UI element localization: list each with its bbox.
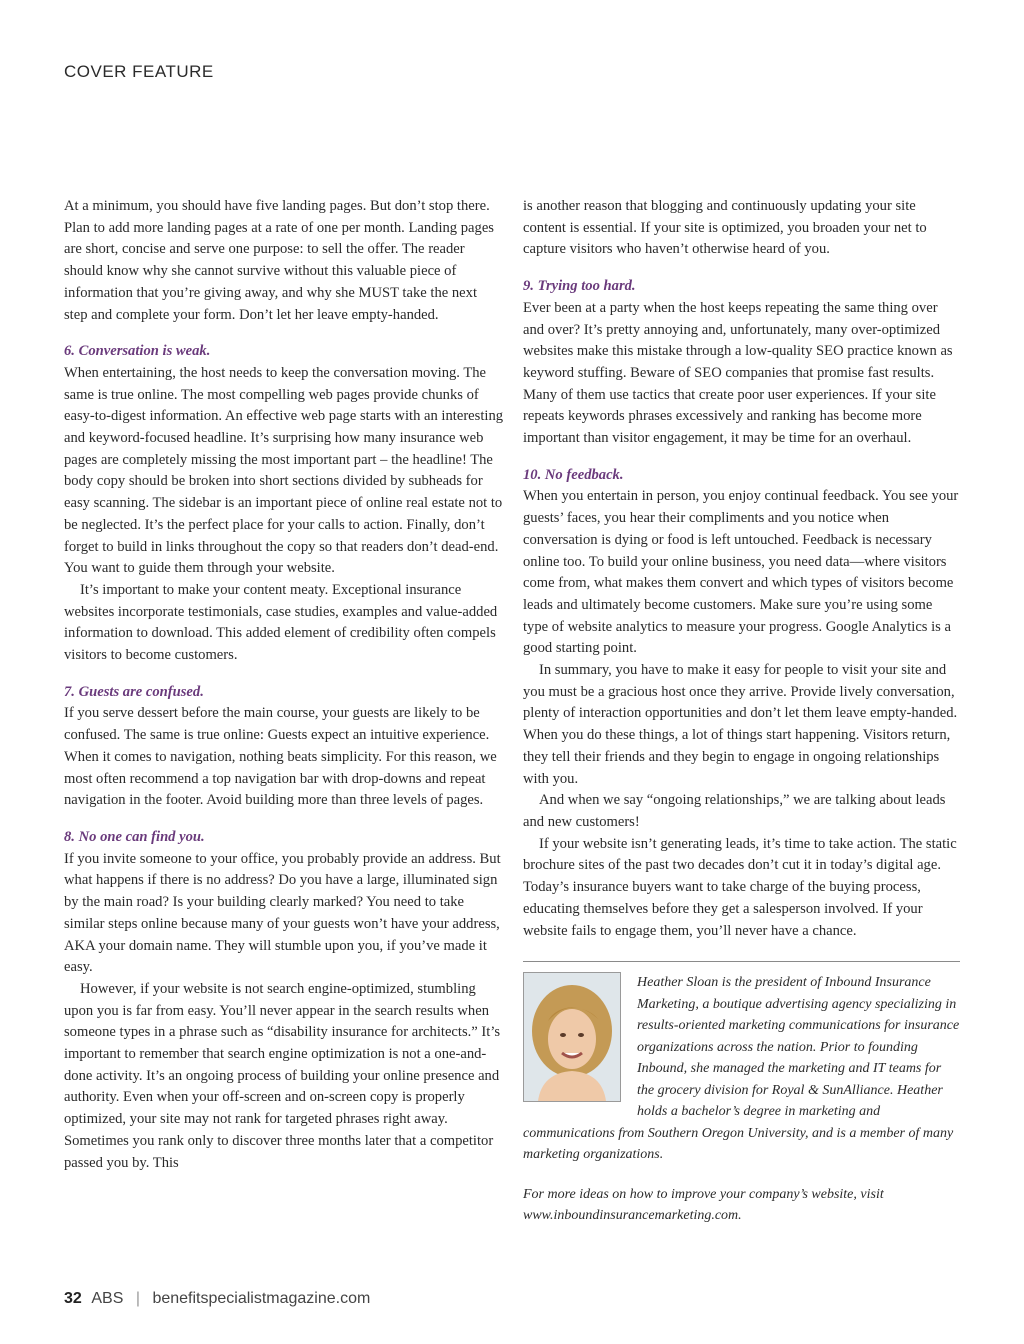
summary-paragraph-1: In summary, you have to make it easy for people to visit your site and you must be a gracious host once they arrive. Provide lively conversation, plenty of interaction opportunities and don’t let them leave empty-handed. When you do these things, a lot of things start happening. Visitors return, they tell their friends and they begin to engage in ongoing relationships with you. bbox=[523, 662, 958, 787]
subhead-10: 10. No feedback. bbox=[523, 466, 624, 483]
summary-paragraph-2: And when we say “ongoing relationships,” we are talking about leads and new customers! bbox=[523, 792, 946, 830]
magazine-abbrev: ABS bbox=[91, 1290, 124, 1307]
bio-divider bbox=[523, 961, 960, 962]
summary-paragraph-3: If your website isn’t generating leads, it’s time to take action. The static brochure sites of the past two decades don’t cut it in today’s digital age. Today’s insurance buyers want to take charge of the buying process, educating themselves before they get a salesperson involved. If your website fails to engage them, you’ll never have a chance. bbox=[523, 835, 957, 939]
subhead-9: 9. Trying too hard. bbox=[523, 278, 636, 295]
more-ideas-note: For more ideas on how to improve your company’s website, visit www.inboundinsurancemarketing.com. bbox=[523, 1186, 884, 1224]
paragraph-9: Ever been at a party when the host keeps repeating the same thing over and over? It’s pretty annoying and, unfortunately, many over-optimized websites make this mistake through a low-quality SEO practice known as keyword stuffing. Beware of SEO companies that promise fast results. Many of them use tactics that create poor user experiences. If your site repeats keywords phrases excessively and ranking has become more important than visitor engagement, it may be time for an overhaul. bbox=[523, 299, 953, 447]
paragraph-6a: When entertaining, the host needs to keep the conversation moving. The same is true online. The most compelling web pages provide chunks of easy-to-digest information. An effective web page starts with an interesting and keyword-focused headline. It’s surprising how many insurance web pages are completely missing the most important part – the headline! The body copy should be broken into short sections divided by subheads for easy scanning. The sidebar is an important piece of online real estate not to be neglected. It’s the perfect place for your calls to action. Finally, don’t forget to build in links throughout the copy so that readers don’t dead-end. You want to guide them through your website. bbox=[64, 364, 504, 577]
continued-paragraph: is another reason that blogging and continuously updating your site content is essential. If your site is optimized, you broaden your net to capture visitors who haven’t otherwise heard of you. bbox=[523, 198, 927, 258]
author-bio bbox=[523, 972, 960, 1166]
right-column bbox=[523, 196, 960, 1227]
subhead-7: 7. Guests are confused. bbox=[64, 683, 204, 700]
paragraph-8b: However, if your website is not search engine-optimized, stumbling upon you is far from easy. You’ll never appear in the search results when someone types in a phrase such as “disability insurance for architects.” It’s important to remember that search engine optimization is not a one-and-done activity. It’s an ongoing process of building your online presence and authority. Even when your off-screen and on-screen copy is properly optimized, your site may not rank for targeted phrases right away. Sometimes you rank only to discover three months later that a competitor passed you by. This bbox=[64, 980, 501, 1171]
page-footer bbox=[64, 1290, 370, 1308]
page-number: 32 bbox=[64, 1290, 82, 1307]
left-column bbox=[64, 196, 504, 1174]
section-label: COVER FEATURE bbox=[64, 62, 214, 81]
paragraph-10: When you entertain in person, you enjoy continual feedback. You see your guests’ faces, you hear their compliments and you notice when conversation is dying or food is left untouched. Feedback is necessary online too. To build your online business, you need data—where visitors come from, what makes them convert and which types of visitors become leads and ultimately become customers. Make sure you’re using some type of website analytics to measure your progress. Google Analytics is a good starting point. bbox=[523, 488, 959, 657]
subhead-6: 6. Conversation is weak. bbox=[64, 343, 211, 360]
paragraph-8a: If you invite someone to your office, you probably provide an address. But what happens if there is no address? Do you have a large, illuminated sign by the main road? Is your building clearly marked? You need to take similar steps online because many of your guests won’t have your address, AKA your domain name. They will stumble upon you, if you’ve made it easy. bbox=[64, 850, 501, 976]
subhead-8: 8. No one can find you. bbox=[64, 828, 205, 845]
author-photo bbox=[523, 972, 621, 1102]
intro-paragraph: At a minimum, you should have five landing pages. But don’t stop there. Plan to add more landing pages at a rate of one per month. Landing pages are short, concise and serve one purpose: to sell the offer. The reader should know why she cannot survive without this valuable piece of information that you’re giving away, and why she MUST take the next step and complete your form. Don’t let her leave empty-handed. bbox=[64, 198, 494, 323]
footer-website: benefitspecialistmagazine.com bbox=[152, 1290, 371, 1307]
bio-text: Heather Sloan is the president of Inbound Insurance Marketing, a boutique advertising agency specializing in results-oriented marketing communications for insurance organizations across the nation. Prior to founding Inbound, she managed the marketing and IT teams for the grocery division for Royal & SunAlliance. Heather holds a bachelor’s degree in marketing and communications from Southern Oregon University, and is a member of many marketing organizations. bbox=[523, 975, 960, 1163]
paragraph-6b: It’s important to make your content meaty. Exceptional insurance websites incorporate testimonials, case studies, examples and value-added information to download. This added element of credibility often compels visitors to become customers. bbox=[64, 581, 498, 664]
paragraph-7: If you serve dessert before the main course, your guests are likely to be confused. The same is true online: Guests expect an intuitive experience. When it comes to navigation, nothing beats simplicity. For this reason, we most often recommend a top navigation bar with drop-downs and repeat navigation in the footer. Avoid building more than three levels of pages. bbox=[64, 705, 497, 809]
footer-separator: | bbox=[135, 1290, 140, 1307]
